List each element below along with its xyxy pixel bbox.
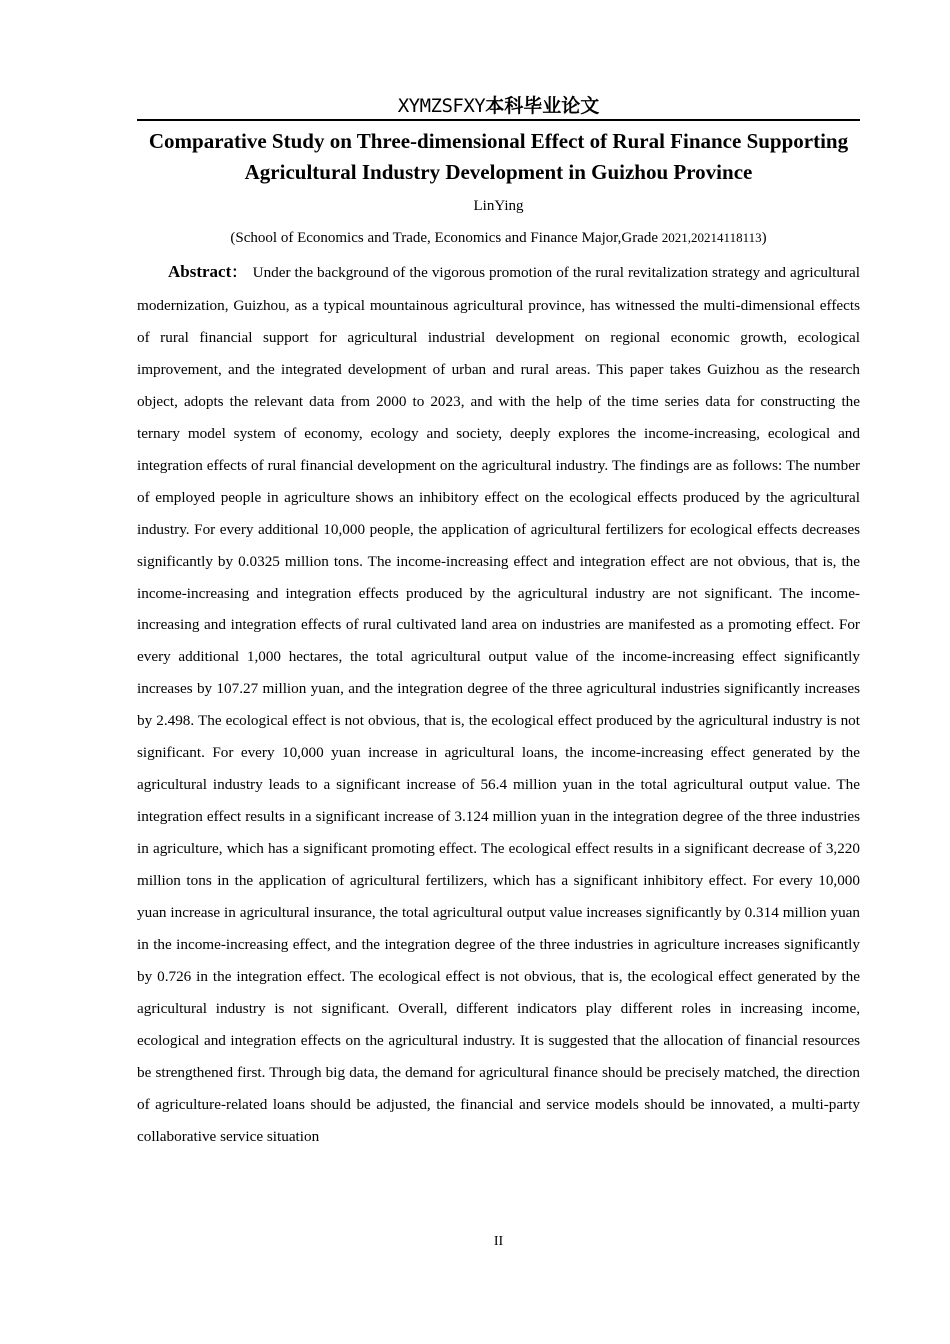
header-divider [137, 119, 860, 121]
abstract-label: Abstract [168, 262, 232, 281]
paper-title: Comparative Study on Three-dimensional Effect of Rural Finance Supporting Agricultural Industry Development in Guizhou Province [148, 129, 849, 184]
affiliation-close: ) [761, 230, 767, 246]
abstract-paragraph [137, 256, 860, 1153]
abstract-body: Under the background of the vigorous promotion of the rural revitalization strategy and agricultural modernization, Guizhou, as a typical mountainous agricultural province, has witnessed the multi-dimensional effects of rural financial support for agricultural industrial development on regional economic growth, ecological improvement, and the integrated development of urban and rural areas. This paper takes Guizhou as the research object, adopts the relevant data from 2000 to 2023, and with the help of the time series data for constructing the ternary model system of economy, ecology and society, deeply explores the income-increasing, ecological and integration effects of rural financial development on the agricultural industry. The findings are as follows: The number of employed people in agriculture shows an inhibitory effect on the ecological effects produced by the agricultural industry. For every additional 10,000 people, the application of agricultural fertilizers for ecological effects decreases significantly by 0.0325 million tons. The income-increasing effect and integration effect are not obvious, that is, the income-increasing and integration effects produced by the agricultural industry are not significant. The income-increasing and integration effects of rural cultivated land area on industries are manifested as a promoting effect. For every additional 1,000 hectares, the total agricultural output value of the income-increasing effect significantly increases by 107.27 million yuan, and the integration degree of the three agricultural industries significantly increases by 2.498. The ecological effect is not obvious, that is, the ecological effect produced by the agricultural industry is not significant. For every 10,000 yuan increase in agricultural loans, the income-increasing effect generated by the agricultural industry leads to a significant increase of 56.4 million yuan in the total agricultural output value. The integration effect results in a significant increase of 3.124 million yuan in the integration degree of the three industries in agriculture, which has a significant promoting effect. The ecological effect results in a significant decrease of 3,220 million tons in the application of agricultural fertilizers, which has a significant inhibitory effect. For every 10,000 yuan increase in agricultural insurance, the total agricultural output value increases significantly by 0.314 million yuan in the income-increasing effect, and the integration degree of the three industries in agriculture increases significantly by 0.726 in the integration effect. The ecological effect is not obvious, that is, the ecological effect generated by the agricultural industry is not significant. Overall, different indicators play different roles in increasing income, ecological and integration effects on the agricultural industry. It is suggested that the allocation of financial resources be strengthened first. Through big data, the demand for agricultural finance should be precisely matched, the direction of agriculture-related loans should be adjusted, the financial and service models should be innovated, a multi-party collaborative service situation [137, 264, 860, 1145]
running-header [137, 93, 860, 119]
header-school-code: XYMZSFXY [397, 95, 486, 117]
affiliation-grade-id: 2021,20214118113 [661, 230, 762, 245]
page-number: II [493, 1234, 504, 1249]
abstract-colon: ： [231, 265, 247, 281]
author-name: LinYing [473, 198, 524, 214]
author-affiliation [137, 228, 860, 248]
affiliation-text: (School of Economics and Trade, Economics and Finance Major,Grade [230, 230, 662, 246]
header-thesis-label: 本科毕业论文 [485, 95, 600, 117]
